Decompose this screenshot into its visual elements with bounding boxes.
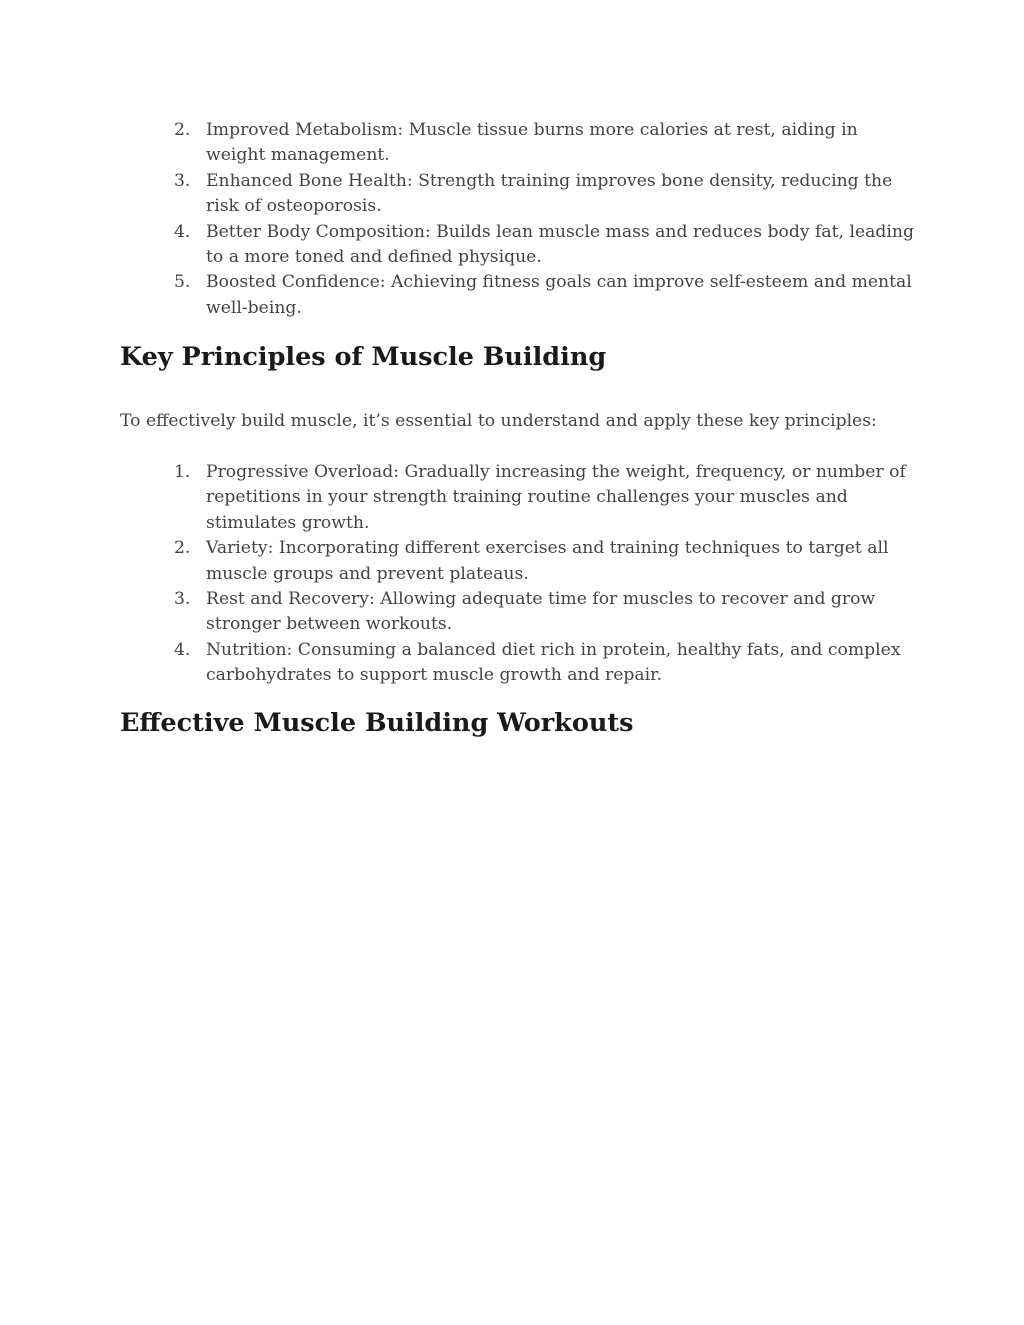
list-item-text: Improved Metabolism: Muscle tissue burns more calories at rest, aiding in weight management. xyxy=(206,120,858,166)
list-item xyxy=(0,638,1024,689)
intro-paragraph: To effectively build muscle, it’s essential to understand and apply these key principles: xyxy=(120,411,877,431)
list-number: 4. xyxy=(174,221,191,242)
list-item-text: Progressive Overload: Gradually increasing the weight, frequency, or number of repetitions in your strength training routine challenges your muscles and stimulates growth. xyxy=(206,462,906,533)
list-number: 4. xyxy=(174,639,191,660)
list-item xyxy=(0,587,1024,638)
list-item-text: Variety: Incorporating different exercises and training techniques to target all muscle groups and prevent plateaus. xyxy=(206,538,889,584)
principles-list xyxy=(0,460,1024,689)
list-number: 2. xyxy=(174,538,191,559)
list-item xyxy=(0,460,1024,536)
list-item-text: Better Body Composition: Builds lean muscle mass and reduces body fat, leading to a more toned and defined physique. xyxy=(206,221,914,268)
list-number: 5. xyxy=(174,272,191,293)
list-item-text: Nutrition: Consuming a balanced diet rich in protein, healthy fats, and complex carbohydrates to support muscle growth and repair. xyxy=(206,639,901,686)
list-item xyxy=(0,536,1024,587)
list-item-text: Enhanced Bone Health: Strength training improves bone density, reducing the risk of osteoporosis. xyxy=(206,170,893,217)
list-item xyxy=(0,270,1024,321)
list-item xyxy=(0,220,1024,271)
section-heading-workouts: Effective Muscle Building Workouts xyxy=(120,708,634,738)
list-number: 2. xyxy=(174,120,191,140)
list-number: 3. xyxy=(174,589,191,610)
list-item-text: Rest and Recovery: Allowing adequate time for muscles to recover and grow stronger between workouts. xyxy=(206,589,876,635)
list-item xyxy=(0,118,1024,169)
benefits-list xyxy=(0,118,1024,321)
list-number: 1. xyxy=(174,462,191,482)
list-number: 3. xyxy=(174,170,191,191)
list-item xyxy=(0,169,1024,220)
list-item-text: Boosted Confidence: Achieving fitness goals can improve self-esteem and mental well-being. xyxy=(206,272,912,318)
section-heading-key-principles: Key Principles of Muscle Building xyxy=(120,342,607,372)
